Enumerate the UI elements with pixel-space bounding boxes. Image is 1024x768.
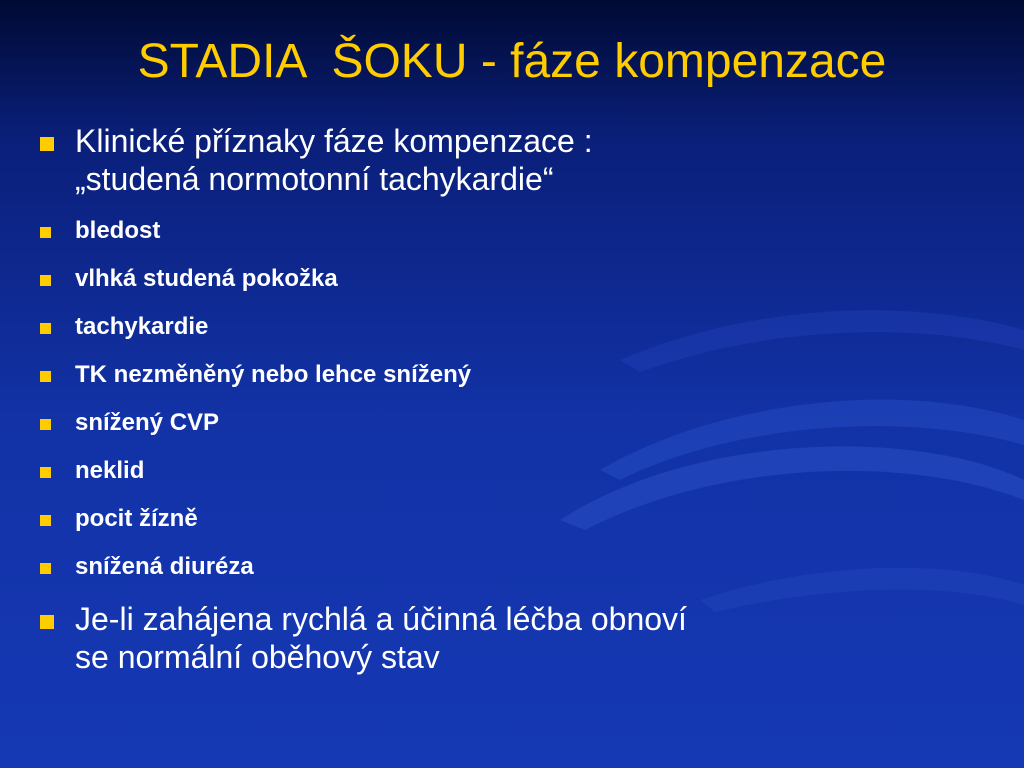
slide-title: STADIA ŠOKU - fáze kompenzace: [137, 35, 887, 88]
conclusion-line-2: se normální oběhový stav: [75, 639, 440, 675]
symptom-item: [40, 406, 1000, 440]
square-bullet-icon: [40, 323, 51, 334]
symptom-text: snížený CVP: [75, 409, 220, 436]
symptom-item: [40, 550, 1000, 584]
square-bullet-icon: [40, 615, 54, 629]
symptom-text: pocit žízně: [75, 505, 198, 532]
symptom-item: [40, 310, 1000, 344]
bullet-list: [40, 122, 1000, 676]
symptom-text: neklid: [75, 457, 145, 484]
square-bullet-icon: [40, 419, 51, 430]
symptom-item: [40, 262, 1000, 296]
symptom-item: [40, 214, 1000, 248]
conclusion-bullet: [40, 600, 1000, 676]
intro-line-2: „studená normotonní tachykardie“: [75, 161, 554, 197]
symptom-item: [40, 358, 1000, 392]
square-bullet-icon: [40, 137, 54, 151]
square-bullet-icon: [40, 275, 51, 286]
symptom-text: tachykardie: [75, 313, 209, 340]
intro-line-1: Klinické příznaky fáze kompenzace :: [75, 123, 593, 159]
square-bullet-icon: [40, 515, 51, 526]
square-bullet-icon: [40, 563, 51, 574]
symptom-item: [40, 502, 1000, 536]
symptom-item: [40, 454, 1000, 488]
symptom-text: vlhká studená pokožka: [75, 265, 338, 292]
symptom-text: TK nezměněný nebo lehce snížený: [75, 361, 472, 388]
symptom-text: snížená diuréza: [75, 553, 254, 580]
square-bullet-icon: [40, 467, 51, 478]
symptom-text: bledost: [75, 217, 161, 244]
conclusion-line-1: Je-li zahájena rychlá a účinná léčba obnoví: [75, 601, 687, 637]
square-bullet-icon: [40, 227, 51, 238]
square-bullet-icon: [40, 371, 51, 382]
intro-bullet: [40, 122, 1000, 198]
